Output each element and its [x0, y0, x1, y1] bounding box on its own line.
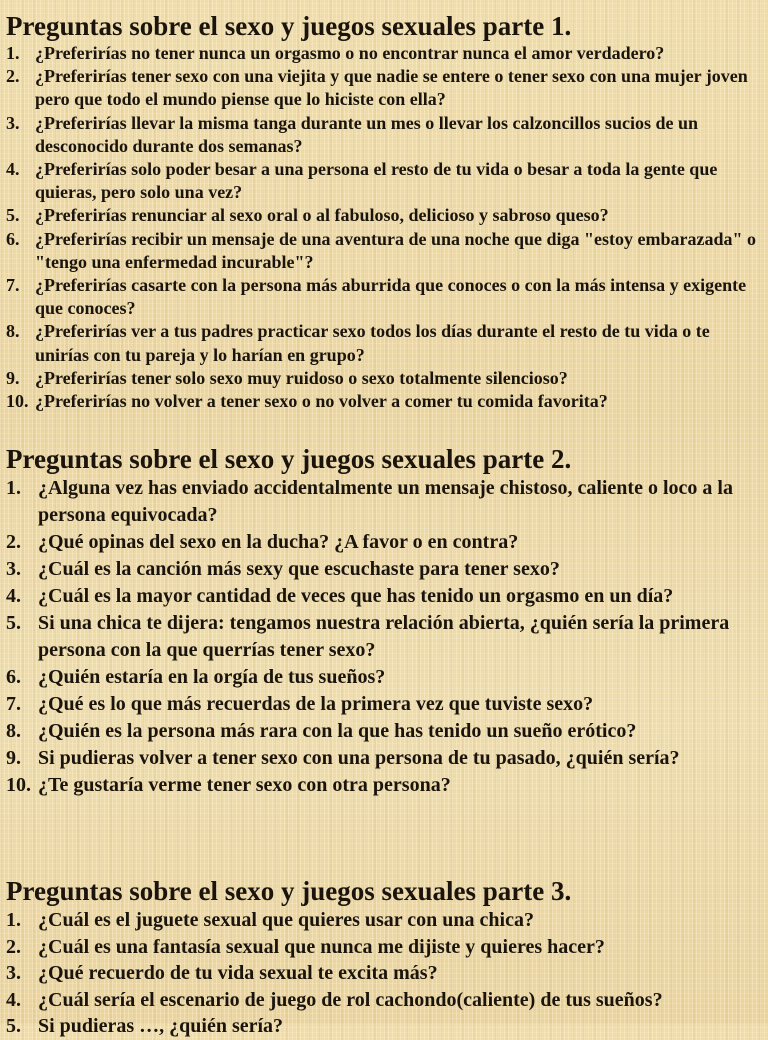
question-text: ¿Preferirías solo poder besar a una persona el resto de tu vida o besar a toda la gente que quieras, pero solo una vez? [35, 159, 718, 203]
item-number: 5. [6, 612, 21, 634]
list-item [6, 529, 762, 556]
item-number: 9. [6, 747, 21, 769]
list-item [6, 204, 762, 227]
list-item [6, 772, 762, 799]
item-number: 1. [6, 909, 21, 931]
item-number: 8. [6, 720, 21, 742]
item-number: 5. [6, 205, 20, 226]
question-text: ¿Quién es la persona más rara con la que has tenido un sueño erótico? [38, 720, 637, 742]
question-list [6, 475, 762, 799]
item-number: 3. [6, 112, 20, 133]
question-text: ¿Cuál es la mayor cantidad de veces que has tenido un orgasmo en un día? [38, 585, 674, 607]
item-number: 4. [6, 988, 21, 1011]
section-part-2 [6, 443, 762, 799]
list-item [6, 1013, 762, 1040]
list-item [6, 320, 762, 366]
question-text: ¿Preferirías recibir un mensaje de una aventura de una noche que diga "estoy embarazada" o "tengo una enfermedad incurable"? [35, 228, 756, 272]
item-number: 9. [6, 367, 20, 388]
question-text: ¿Preferirías renunciar al sexo oral o al fabuloso, delicioso y sabroso queso? [35, 205, 609, 226]
item-number: 10. [6, 391, 29, 412]
list-item [6, 691, 762, 718]
question-text: ¿Preferirías llevar la misma tanga durante un mes o llevar los calzoncillos sucios de un desconocido durante dos semanas? [35, 112, 698, 156]
section-title: Preguntas sobre el sexo y juegos sexuales parte 3. [6, 876, 572, 906]
question-text: Si pudieras …, ¿quién sería? [38, 1015, 284, 1037]
item-number: 2. [6, 935, 21, 958]
question-text: ¿Preferirías ver a tus padres practicar sexo todos los días durante el resto de tu vida o te unirías con tu pareja y lo harían en grupo? [35, 321, 710, 365]
item-number: 3. [6, 962, 21, 984]
question-text: ¿Quién estaría en la orgía de tus sueños? [38, 666, 386, 688]
item-number: 1. [6, 43, 20, 63]
list-item [6, 556, 762, 583]
list-item [6, 934, 762, 961]
question-text: ¿Preferirías no volver a tener sexo o no volver a comer tu comida favorita? [35, 391, 608, 412]
list-item [6, 475, 762, 529]
list-item [6, 228, 762, 274]
item-number: 6. [6, 666, 21, 688]
item-number: 7. [6, 693, 21, 715]
question-text: ¿Preferirías no tener nunca un orgasmo o no encontrar nunca el amor verdadero? [35, 43, 665, 63]
item-number: 6. [6, 228, 20, 249]
list-item [6, 367, 762, 390]
item-number: 4. [6, 159, 20, 180]
question-text: Si una chica te dijera: tengamos nuestra relación abierta, ¿quién sería la primera persona con la que querrías tener sexo? [38, 612, 730, 661]
item-number: 5. [6, 1015, 21, 1037]
question-text: ¿Cuál es la canción más sexy que escuchaste para tener sexo? [38, 558, 560, 580]
section-part-1 [6, 10, 762, 413]
list-item [6, 65, 762, 111]
item-number: 3. [6, 558, 21, 580]
item-number: 1. [6, 477, 21, 499]
section-title: Preguntas sobre el sexo y juegos sexuales parte 1. [6, 11, 572, 41]
item-number: 10. [6, 774, 31, 796]
list-item [6, 610, 762, 664]
question-text: ¿Preferirías tener solo sexo muy ruidoso o sexo totalmente silencioso? [35, 367, 568, 388]
question-list [6, 42, 762, 413]
question-text: ¿Preferirías tener sexo con una viejita y que nadie se entere o tener sexo con una mujer joven pero que todo el mundo piense que lo hiciste con ella? [35, 66, 748, 110]
question-text: ¿Cuál es una fantasía sexual que nunca me dijiste y quieres hacer? [38, 935, 605, 958]
list-item [6, 274, 762, 320]
section-part-3 [6, 875, 762, 1040]
question-text: ¿Te gustaría verme tener sexo con otra persona? [38, 774, 451, 796]
question-text: ¿Cuál es el juguete sexual que quieres usar con una chica? [38, 909, 534, 931]
list-item [6, 987, 762, 1014]
list-item [6, 390, 762, 413]
section-title: Preguntas sobre el sexo y juegos sexuales parte 2. [6, 444, 572, 474]
question-list [6, 907, 762, 1040]
list-item [6, 718, 762, 745]
list-item [6, 960, 762, 987]
list-item [6, 664, 762, 691]
item-number: 8. [6, 321, 20, 342]
question-text: ¿Cuál sería el escenario de juego de rol cachondo(caliente) de tus sueños? [38, 988, 663, 1011]
item-number: 4. [6, 585, 21, 607]
list-item [6, 112, 762, 158]
question-text: ¿Qué recuerdo de tu vida sexual te excita más? [38, 962, 438, 984]
list-item [6, 158, 762, 204]
question-text: ¿Alguna vez has enviado accidentalmente un mensaje chistoso, caliente o loco a la persona equivocada? [38, 477, 733, 526]
item-number: 2. [6, 531, 21, 553]
question-text: ¿Preferirías casarte con la persona más aburrida que conoces o con la más intensa y exigente que conoces? [35, 275, 747, 319]
list-item [6, 745, 762, 772]
item-number: 2. [6, 66, 20, 87]
list-item [6, 583, 762, 610]
list-item [6, 42, 762, 65]
question-text: ¿Qué es lo que más recuerdas de la primera vez que tuviste sexo? [38, 693, 594, 715]
question-text: ¿Qué opinas del sexo en la ducha? ¿A favor o en contra? [38, 531, 519, 553]
list-item [6, 907, 762, 934]
question-text: Si pudieras volver a tener sexo con una persona de tu pasado, ¿quién sería? [38, 747, 680, 769]
item-number: 7. [6, 275, 20, 296]
